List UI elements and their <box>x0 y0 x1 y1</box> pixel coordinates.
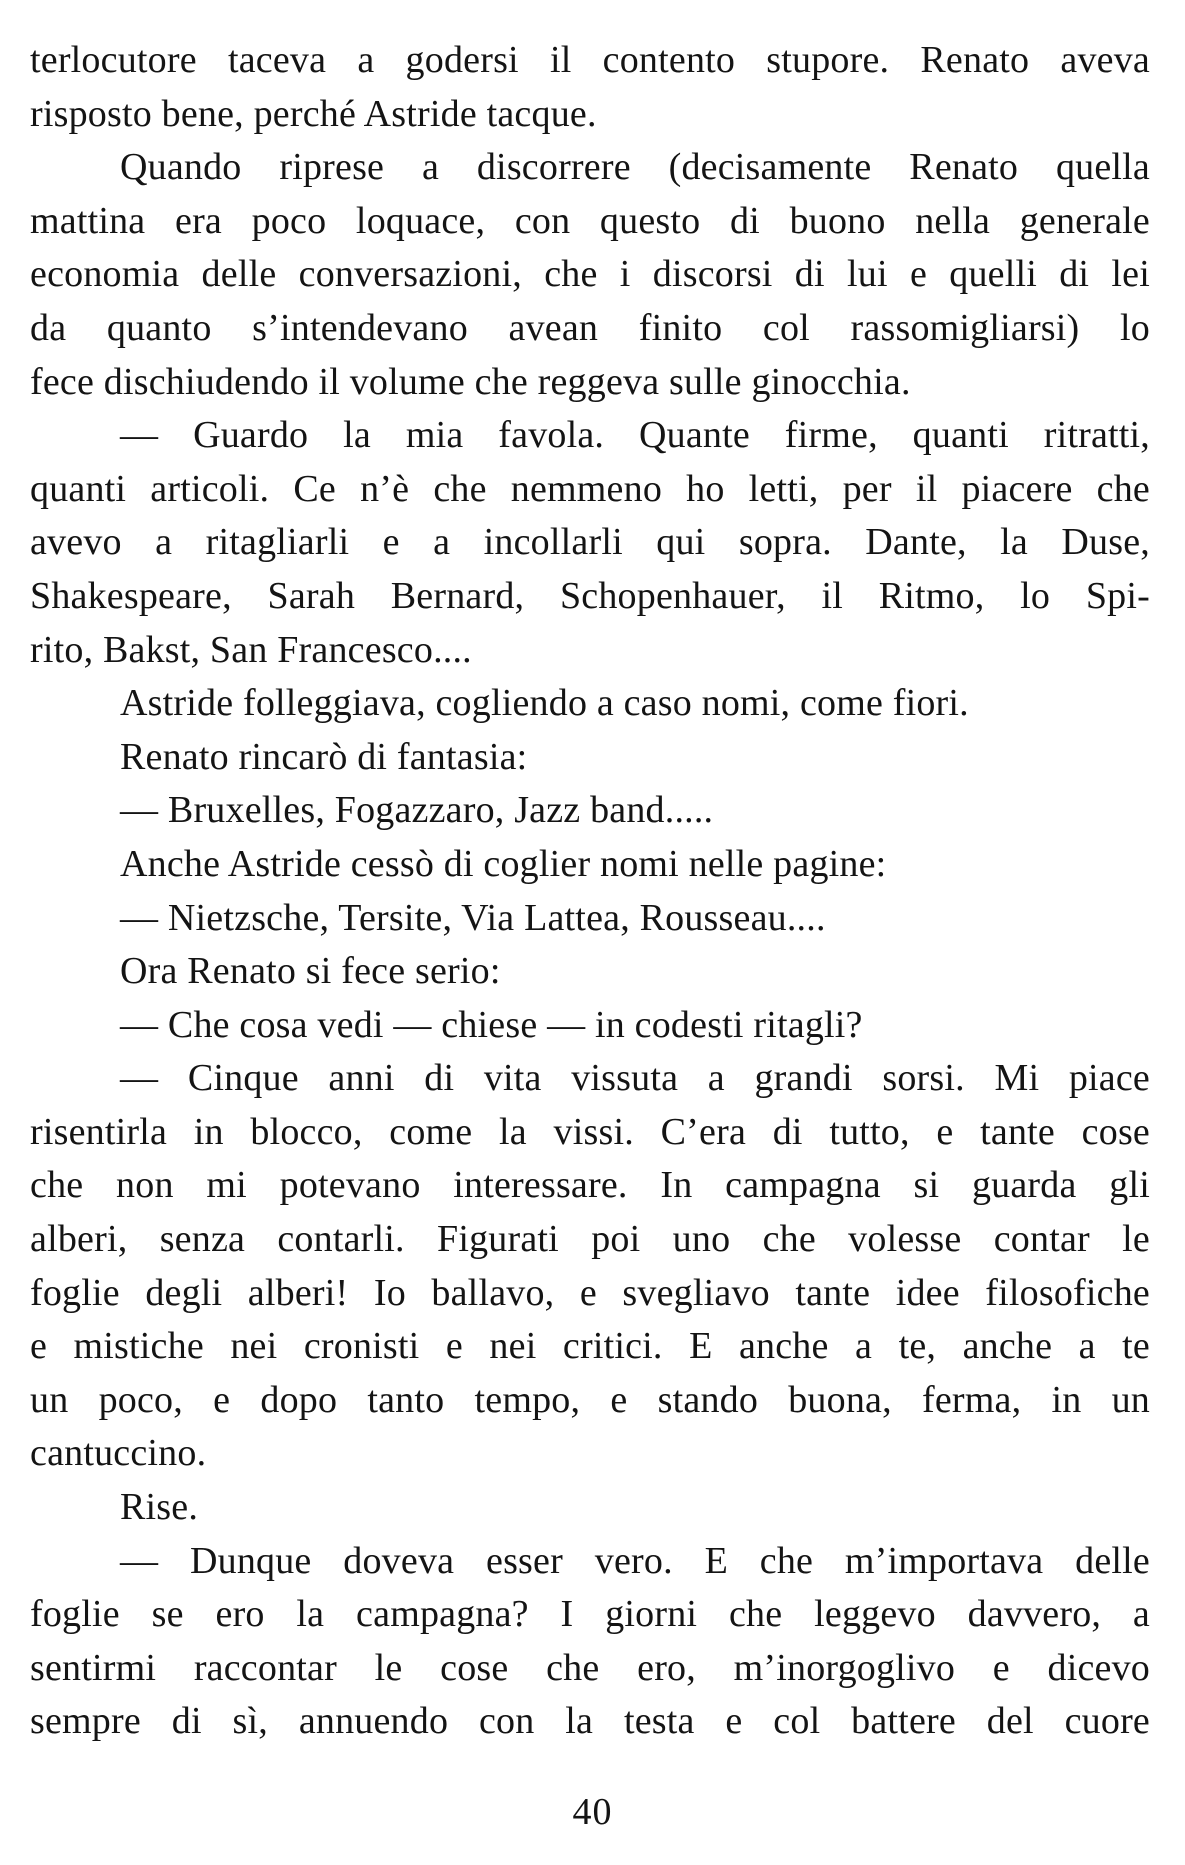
text-line: Renato rincarò di fantasia: <box>120 735 528 778</box>
text-line: cantuccino. <box>30 1432 207 1475</box>
text-line: Rise. <box>120 1486 199 1529</box>
text-line: sentirmi raccontar le cose che ero, m’inorgoglivo e dicevo <box>30 1646 1150 1689</box>
text-line: Quando riprese a discorrere (decisamente Renato quella <box>120 146 1150 189</box>
text-line: — Bruxelles, Fogazzaro, Jazz band..... <box>120 789 714 832</box>
text-line: terlocutore taceva a godersi il contento stupore. Renato aveva <box>30 39 1150 81</box>
text-line: sempre di sì, annuendo con la testa e col battere del cuore <box>30 1700 1150 1743</box>
body-text <box>30 34 1150 1749</box>
text-line: Astride folleggiava, cogliendo a caso nomi, come fiori. <box>120 682 969 725</box>
text-line: risposto bene, perché Astride tacque. <box>30 92 597 135</box>
text-line: — Dunque doveva esser vero. E che m’importava delle <box>120 1539 1150 1582</box>
text-line: che non mi potevano interessare. In campagna si guarda gli <box>30 1164 1150 1207</box>
text-line: foglie degli alberi! Io ballavo, e svegliavo tante idee filosofiche <box>30 1271 1150 1314</box>
text-line: foglie se ero la campagna? I giorni che leggevo davvero, a <box>30 1593 1150 1636</box>
text-line: Ora Renato si fece serio: <box>120 950 501 993</box>
text-line: Shakespeare, Sarah Bernard, Schopenhauer, il Ritmo, lo Spi- <box>30 574 1150 617</box>
text-line: — Guardo la mia favola. Quante firme, quanti ritratti, <box>120 414 1150 457</box>
text-line: Anche Astride cessò di coglier nomi nelle pagine: <box>120 842 887 885</box>
text-line: risentirla in blocco, come la vissi. C’era di tutto, e tante cose <box>30 1110 1150 1153</box>
text-line: mattina era poco loquace, con questo di buono nella generale <box>30 199 1150 242</box>
page-number: 40 <box>572 1791 613 1833</box>
text-line: — Cinque anni di vita vissuta a grandi sorsi. Mi piace <box>120 1057 1150 1100</box>
text-line: economia delle conversazioni, che i discorsi di lui e quelli di lei <box>30 253 1150 296</box>
text-line: un poco, e dopo tanto tempo, e stando buona, ferma, in un <box>30 1378 1150 1421</box>
text-line: rito, Bakst, San Francesco.... <box>30 628 472 671</box>
text-line: — Nietzsche, Tersite, Via Lattea, Rousseau.... <box>120 896 826 939</box>
text-line: — Che cosa vedi — chiese — in codesti ritagli? <box>120 1003 863 1046</box>
text-line: alberi, senza contarli. Figurati poi uno che volesse contar le <box>30 1218 1150 1261</box>
text-line: quanti articoli. Ce n’è che nemmeno ho letti, per il piacere che <box>30 467 1150 510</box>
text-line: da quanto s’intendevano avean finito col rassomigliarsi) lo <box>30 306 1150 349</box>
text-line: avevo a ritagliarli e a incollarli qui sopra. Dante, la Duse, <box>30 521 1150 564</box>
text-line: fece dischiudendo il volume che reggeva sulle ginocchia. <box>30 360 911 403</box>
text-line: e mistiche nei cronisti e nei critici. E anche a te, anche a te <box>30 1325 1150 1368</box>
